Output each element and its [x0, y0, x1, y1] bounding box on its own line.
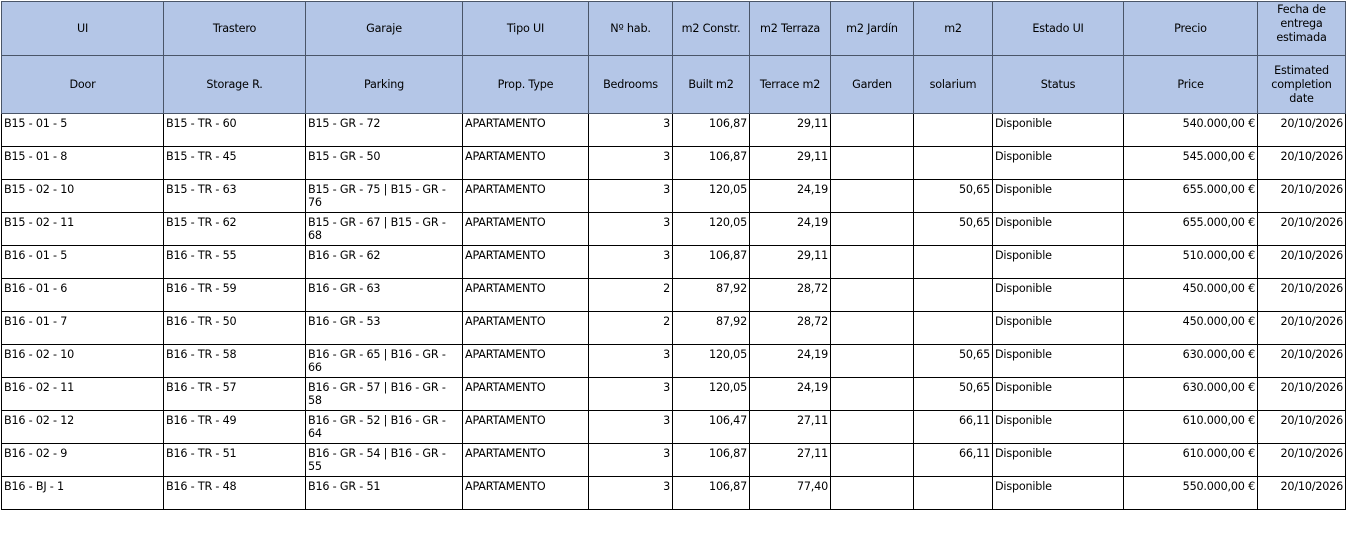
- cell-prop-type: APARTAMENTO: [463, 213, 589, 246]
- cell-completion-date: 20/10/2026: [1258, 444, 1346, 477]
- cell-door: B16 - 01 - 7: [2, 312, 164, 345]
- cell-parking: B16 - GR - 52 | B16 - GR - 64: [306, 411, 463, 444]
- cell-completion-date: 20/10/2026: [1258, 378, 1346, 411]
- cell-solarium: 50,65: [914, 180, 993, 213]
- header-cell-trastero: Trastero: [164, 2, 306, 56]
- header-cell-price: Price: [1124, 56, 1258, 114]
- cell-solarium: [914, 477, 993, 510]
- cell-solarium: [914, 147, 993, 180]
- cell-prop-type: APARTAMENTO: [463, 114, 589, 147]
- cell-status: Disponible: [993, 378, 1124, 411]
- cell-price: 630.000,00 €: [1124, 345, 1258, 378]
- table-row: [2, 378, 1346, 411]
- cell-status: Disponible: [993, 114, 1124, 147]
- header-cell-precio: Precio: [1124, 2, 1258, 56]
- cell-bedrooms: 3: [589, 378, 673, 411]
- cell-storage: B16 - TR - 59: [164, 279, 306, 312]
- header-cell-storage: Storage R.: [164, 56, 306, 114]
- cell-terrace-m2: 24,19: [750, 213, 831, 246]
- cell-garden: [831, 345, 914, 378]
- cell-garden: [831, 213, 914, 246]
- header-cell-terrace-m2: Terrace m2: [750, 56, 831, 114]
- cell-door: B15 - 02 - 10: [2, 180, 164, 213]
- cell-prop-type: APARTAMENTO: [463, 444, 589, 477]
- cell-door: B16 - BJ - 1: [2, 477, 164, 510]
- cell-completion-date: 20/10/2026: [1258, 114, 1346, 147]
- cell-completion-date: 20/10/2026: [1258, 180, 1346, 213]
- cell-price: 610.000,00 €: [1124, 444, 1258, 477]
- cell-terrace-m2: 28,72: [750, 312, 831, 345]
- cell-storage: B15 - TR - 60: [164, 114, 306, 147]
- cell-solarium: 66,11: [914, 444, 993, 477]
- cell-price: 630.000,00 €: [1124, 378, 1258, 411]
- cell-parking: B16 - GR - 53: [306, 312, 463, 345]
- cell-status: Disponible: [993, 444, 1124, 477]
- header-cell-num-hab: Nº hab.: [589, 2, 673, 56]
- cell-storage: B16 - TR - 50: [164, 312, 306, 345]
- header-cell-tipo-ui: Tipo UI: [463, 2, 589, 56]
- table-row: [2, 114, 1346, 147]
- cell-terrace-m2: 77,40: [750, 477, 831, 510]
- table-row: [2, 477, 1346, 510]
- cell-parking: B16 - GR - 57 | B16 - GR - 58: [306, 378, 463, 411]
- cell-bedrooms: 3: [589, 444, 673, 477]
- cell-price: 655.000,00 €: [1124, 180, 1258, 213]
- cell-door: B16 - 01 - 6: [2, 279, 164, 312]
- header-cell-m2-terraza: m2 Terraza: [750, 2, 831, 56]
- cell-status: Disponible: [993, 477, 1124, 510]
- table-row: [2, 246, 1346, 279]
- header-cell-fecha-entrega: Fecha de entrega estimada: [1258, 2, 1346, 56]
- cell-prop-type: APARTAMENTO: [463, 279, 589, 312]
- cell-price: 655.000,00 €: [1124, 213, 1258, 246]
- cell-terrace-m2: 24,19: [750, 345, 831, 378]
- cell-garden: [831, 114, 914, 147]
- cell-door: B16 - 01 - 5: [2, 246, 164, 279]
- header-cell-bedrooms: Bedrooms: [589, 56, 673, 114]
- header-row-en: [2, 56, 1346, 114]
- cell-terrace-m2: 27,11: [750, 444, 831, 477]
- cell-completion-date: 20/10/2026: [1258, 411, 1346, 444]
- cell-prop-type: APARTAMENTO: [463, 312, 589, 345]
- cell-built-m2: 120,05: [673, 345, 750, 378]
- cell-built-m2: 120,05: [673, 378, 750, 411]
- cell-price: 550.000,00 €: [1124, 477, 1258, 510]
- cell-door: B16 - 02 - 9: [2, 444, 164, 477]
- cell-terrace-m2: 24,19: [750, 180, 831, 213]
- cell-status: Disponible: [993, 180, 1124, 213]
- cell-prop-type: APARTAMENTO: [463, 147, 589, 180]
- cell-bedrooms: 3: [589, 246, 673, 279]
- header-cell-m2: m2: [914, 2, 993, 56]
- cell-prop-type: APARTAMENTO: [463, 246, 589, 279]
- cell-terrace-m2: 27,11: [750, 411, 831, 444]
- cell-prop-type: APARTAMENTO: [463, 477, 589, 510]
- table-header: [2, 2, 1346, 114]
- cell-garden: [831, 279, 914, 312]
- cell-storage: B15 - TR - 45: [164, 147, 306, 180]
- header-cell-solarium: solarium: [914, 56, 993, 114]
- cell-parking: B16 - GR - 51: [306, 477, 463, 510]
- cell-solarium: [914, 279, 993, 312]
- cell-door: B16 - 02 - 11: [2, 378, 164, 411]
- cell-garden: [831, 477, 914, 510]
- cell-completion-date: 20/10/2026: [1258, 477, 1346, 510]
- cell-parking: B16 - GR - 65 | B16 - GR - 66: [306, 345, 463, 378]
- table-row: [2, 411, 1346, 444]
- cell-built-m2: 106,47: [673, 411, 750, 444]
- cell-built-m2: 87,92: [673, 279, 750, 312]
- cell-bedrooms: 3: [589, 114, 673, 147]
- cell-built-m2: 106,87: [673, 246, 750, 279]
- cell-built-m2: 120,05: [673, 213, 750, 246]
- cell-completion-date: 20/10/2026: [1258, 345, 1346, 378]
- header-cell-status: Status: [993, 56, 1124, 114]
- cell-terrace-m2: 28,72: [750, 279, 831, 312]
- cell-price: 450.000,00 €: [1124, 312, 1258, 345]
- cell-price: 540.000,00 €: [1124, 114, 1258, 147]
- cell-terrace-m2: 29,11: [750, 114, 831, 147]
- cell-bedrooms: 3: [589, 411, 673, 444]
- cell-completion-date: 20/10/2026: [1258, 246, 1346, 279]
- cell-status: Disponible: [993, 312, 1124, 345]
- cell-parking: B15 - GR - 67 | B15 - GR - 68: [306, 213, 463, 246]
- table-row: [2, 213, 1346, 246]
- cell-solarium: [914, 246, 993, 279]
- cell-bedrooms: 2: [589, 312, 673, 345]
- header-cell-ui: UI: [2, 2, 164, 56]
- cell-built-m2: 106,87: [673, 444, 750, 477]
- cell-garden: [831, 411, 914, 444]
- cell-storage: B16 - TR - 51: [164, 444, 306, 477]
- cell-door: B16 - 02 - 12: [2, 411, 164, 444]
- cell-storage: B15 - TR - 62: [164, 213, 306, 246]
- cell-parking: B16 - GR - 54 | B16 - GR - 55: [306, 444, 463, 477]
- cell-door: B15 - 01 - 5: [2, 114, 164, 147]
- cell-built-m2: 87,92: [673, 312, 750, 345]
- header-cell-m2-jardin: m2 Jardín: [831, 2, 914, 56]
- header-cell-prop-type: Prop. Type: [463, 56, 589, 114]
- cell-bedrooms: 2: [589, 279, 673, 312]
- cell-status: Disponible: [993, 279, 1124, 312]
- cell-status: Disponible: [993, 411, 1124, 444]
- cell-storage: B16 - TR - 48: [164, 477, 306, 510]
- cell-garden: [831, 378, 914, 411]
- cell-status: Disponible: [993, 246, 1124, 279]
- cell-garden: [831, 246, 914, 279]
- cell-parking: B16 - GR - 63: [306, 279, 463, 312]
- cell-parking: B15 - GR - 50: [306, 147, 463, 180]
- cell-garden: [831, 312, 914, 345]
- cell-parking: B16 - GR - 62: [306, 246, 463, 279]
- cell-solarium: 50,65: [914, 345, 993, 378]
- cell-completion-date: 20/10/2026: [1258, 147, 1346, 180]
- cell-completion-date: 20/10/2026: [1258, 213, 1346, 246]
- table-row: [2, 279, 1346, 312]
- cell-solarium: 66,11: [914, 411, 993, 444]
- header-cell-built-m2: Built m2: [673, 56, 750, 114]
- table-row: [2, 180, 1346, 213]
- header-cell-estado-ui: Estado UI: [993, 2, 1124, 56]
- cell-storage: B16 - TR - 58: [164, 345, 306, 378]
- cell-parking: B15 - GR - 72: [306, 114, 463, 147]
- cell-completion-date: 20/10/2026: [1258, 279, 1346, 312]
- header-row-es: [2, 2, 1346, 56]
- table-row: [2, 444, 1346, 477]
- cell-terrace-m2: 29,11: [750, 246, 831, 279]
- cell-bedrooms: 3: [589, 180, 673, 213]
- cell-solarium: [914, 312, 993, 345]
- cell-parking: B15 - GR - 75 | B15 - GR - 76: [306, 180, 463, 213]
- cell-garden: [831, 147, 914, 180]
- cell-prop-type: APARTAMENTO: [463, 345, 589, 378]
- cell-storage: B16 - TR - 55: [164, 246, 306, 279]
- cell-prop-type: APARTAMENTO: [463, 180, 589, 213]
- cell-completion-date: 20/10/2026: [1258, 312, 1346, 345]
- header-cell-garden: Garden: [831, 56, 914, 114]
- cell-storage: B15 - TR - 63: [164, 180, 306, 213]
- header-cell-parking: Parking: [306, 56, 463, 114]
- header-cell-m2-constr: m2 Constr.: [673, 2, 750, 56]
- header-cell-completion-date: Estimated completion date: [1258, 56, 1346, 114]
- cell-status: Disponible: [993, 213, 1124, 246]
- cell-terrace-m2: 29,11: [750, 147, 831, 180]
- cell-status: Disponible: [993, 345, 1124, 378]
- cell-door: B15 - 02 - 11: [2, 213, 164, 246]
- units-table: [1, 1, 1346, 510]
- cell-door: B16 - 02 - 10: [2, 345, 164, 378]
- table-body: [2, 114, 1346, 510]
- header-cell-garaje: Garaje: [306, 2, 463, 56]
- cell-price: 610.000,00 €: [1124, 411, 1258, 444]
- cell-bedrooms: 3: [589, 147, 673, 180]
- cell-bedrooms: 3: [589, 213, 673, 246]
- cell-storage: B16 - TR - 49: [164, 411, 306, 444]
- cell-door: B15 - 01 - 8: [2, 147, 164, 180]
- cell-status: Disponible: [993, 147, 1124, 180]
- cell-garden: [831, 180, 914, 213]
- cell-bedrooms: 3: [589, 345, 673, 378]
- table-row: [2, 312, 1346, 345]
- cell-built-m2: 106,87: [673, 147, 750, 180]
- cell-built-m2: 106,87: [673, 114, 750, 147]
- cell-garden: [831, 444, 914, 477]
- cell-solarium: 50,65: [914, 378, 993, 411]
- table-row: [2, 345, 1346, 378]
- cell-prop-type: APARTAMENTO: [463, 378, 589, 411]
- cell-price: 510.000,00 €: [1124, 246, 1258, 279]
- cell-storage: B16 - TR - 57: [164, 378, 306, 411]
- cell-prop-type: APARTAMENTO: [463, 411, 589, 444]
- cell-price: 545.000,00 €: [1124, 147, 1258, 180]
- cell-built-m2: 120,05: [673, 180, 750, 213]
- cell-solarium: [914, 114, 993, 147]
- cell-solarium: 50,65: [914, 213, 993, 246]
- cell-built-m2: 106,87: [673, 477, 750, 510]
- table-row: [2, 147, 1346, 180]
- cell-terrace-m2: 24,19: [750, 378, 831, 411]
- cell-price: 450.000,00 €: [1124, 279, 1258, 312]
- header-cell-door: Door: [2, 56, 164, 114]
- cell-bedrooms: 3: [589, 477, 673, 510]
